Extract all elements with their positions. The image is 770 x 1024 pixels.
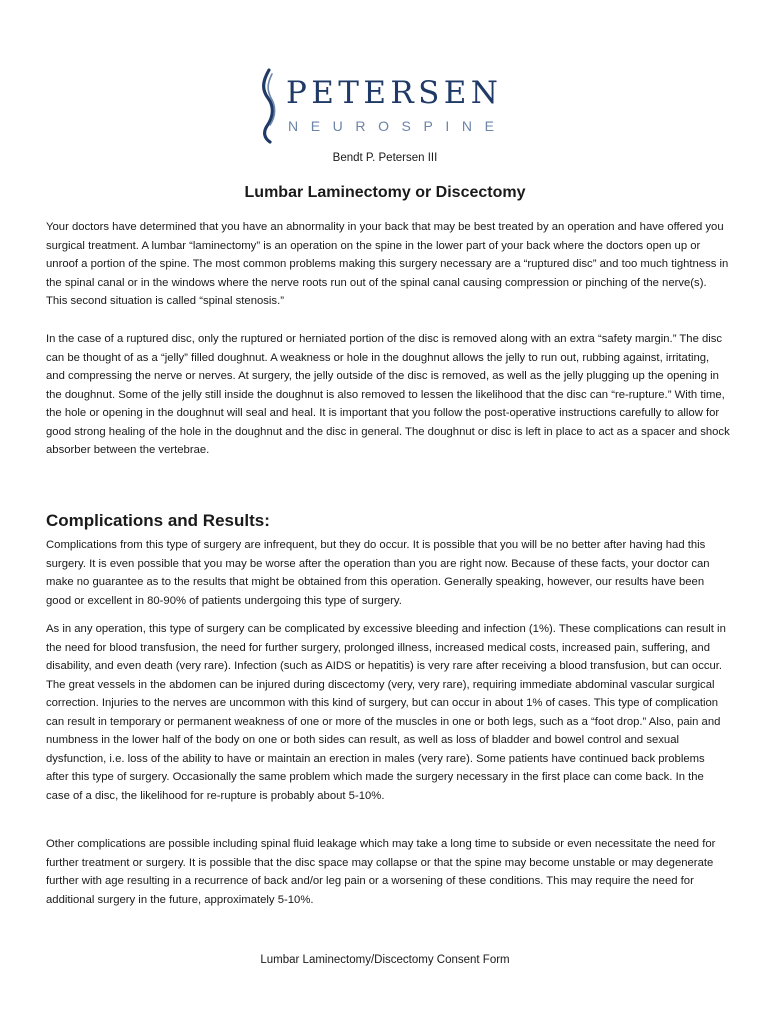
document-title: Lumbar Laminectomy or Discectomy: [244, 184, 526, 201]
complications-paragraph-3: Other complications are possible including spinal fluid leakage which may take a long time to subside or even necessitate the need for further treatment or surgery. It is possible that the disc space may collapse or that the spine may become unstable or may degenerate further with age resulting in a recurrence of back and/or leg pain or a worsening of these conditions. This may require the need for additional surgery in the future, approximately 5-10%.: [46, 838, 716, 906]
intro-paragraph-2: In the case of a ruptured disc, only the ruptured or herniated portion of the disc is removed along with an extra “safety margin.” The disc can be thought of as a “jelly” filled doughnut. A weakness or hole in the doughnut allows the jelly to run out, rubbing against, irritating, and compressing the nerve or nerves. At surgery, the jelly outside of the disc is removed, as well as the jelly plugging up the opening in the doughnut. Some of the jelly still inside the doughnut is also removed to lessen the likelihood that the disc can “re-rupture.” With time, the hole or opening in the doughnut will seal and heal. It is important that you follow the post-operative instructions carefully to allow for good strong healing of the hole in the doughnut and the disc in general. The doughnut or disc is left in place to act as a spacer and shock absorber between the vertebrae.: [46, 333, 730, 456]
petersen-neurospine-logo: [252, 66, 532, 146]
spine-icon: [258, 68, 280, 144]
complications-heading: Complications and Results:: [46, 511, 270, 530]
logo-name: PETERSEN: [286, 75, 503, 111]
intro-paragraph-1: Your doctors have determined that you have an abnormality in your back that may be best treated by an operation and have offered you surgical treatment. A lumbar “laminectomy” is an operation on the spine in the lower part of your back where the doctors open up or unroof a portion of the spine. The most common problems making this surgery necessary are a “ruptured disc” and too much tightness in the spinal canal or in the windows where the nerve roots run out of the spinal canal causing compression or pinching of the nerve(s). This second situation is called “spinal stenosis.”: [46, 221, 729, 307]
page-footer: Lumbar Laminectomy/Discectomy Consent Form: [260, 954, 510, 966]
author-name: Bendt P. Petersen III: [332, 152, 438, 164]
logo-subtitle: NEUROSPINE: [288, 118, 507, 134]
complications-paragraph-1: Complications from this type of surgery are infrequent, but they do occur. It is possible that you will be no better after having had this surgery. It is even possible that you may be worse after the operation than you are right now. Because of these facts, your doctor can make no guarantee as to the results that might be obtained from this operation. Generally speaking, however, our results have been good or excellent in 80-90% of patients undergoing this type of surgery.: [46, 539, 710, 607]
complications-paragraph-2: As in any operation, this type of surgery can be complicated by excessive bleeding and infection (1%). These complications can result in the need for blood transfusion, the need for further surgery, prolonged illness, increased medical costs, increased pain, suffering, and disability, and even death (very rare). Infection (such as AIDS or hepatitis) is very rare after receiving a blood transfusion, but can occur. The great vessels in the abdomen can be injured during discectomy (very, very rare), requiring immediate abdominal vascular surgical correction. Injuries to the nerves are uncommon with this kind of surgery, but can occur in about 1% of cases. This type of complication can result in temporary or permanent weakness of one or more of the muscles in one or both legs, such as a “foot drop.” Also, pain and numbness in the lower half of the body on one or both sides can result, as well as loss of bladder and bowel control and sexual dysfunction, i.e. loss of the ability to have or maintain an erection in males (very rare). Some patients have continued back problems after this type of surgery. Occasionally the same problem which made the surgery necessary in the first place can come back. In the case of a disc, the likelihood for re-rupture is probably about 5-10%.: [46, 623, 726, 802]
